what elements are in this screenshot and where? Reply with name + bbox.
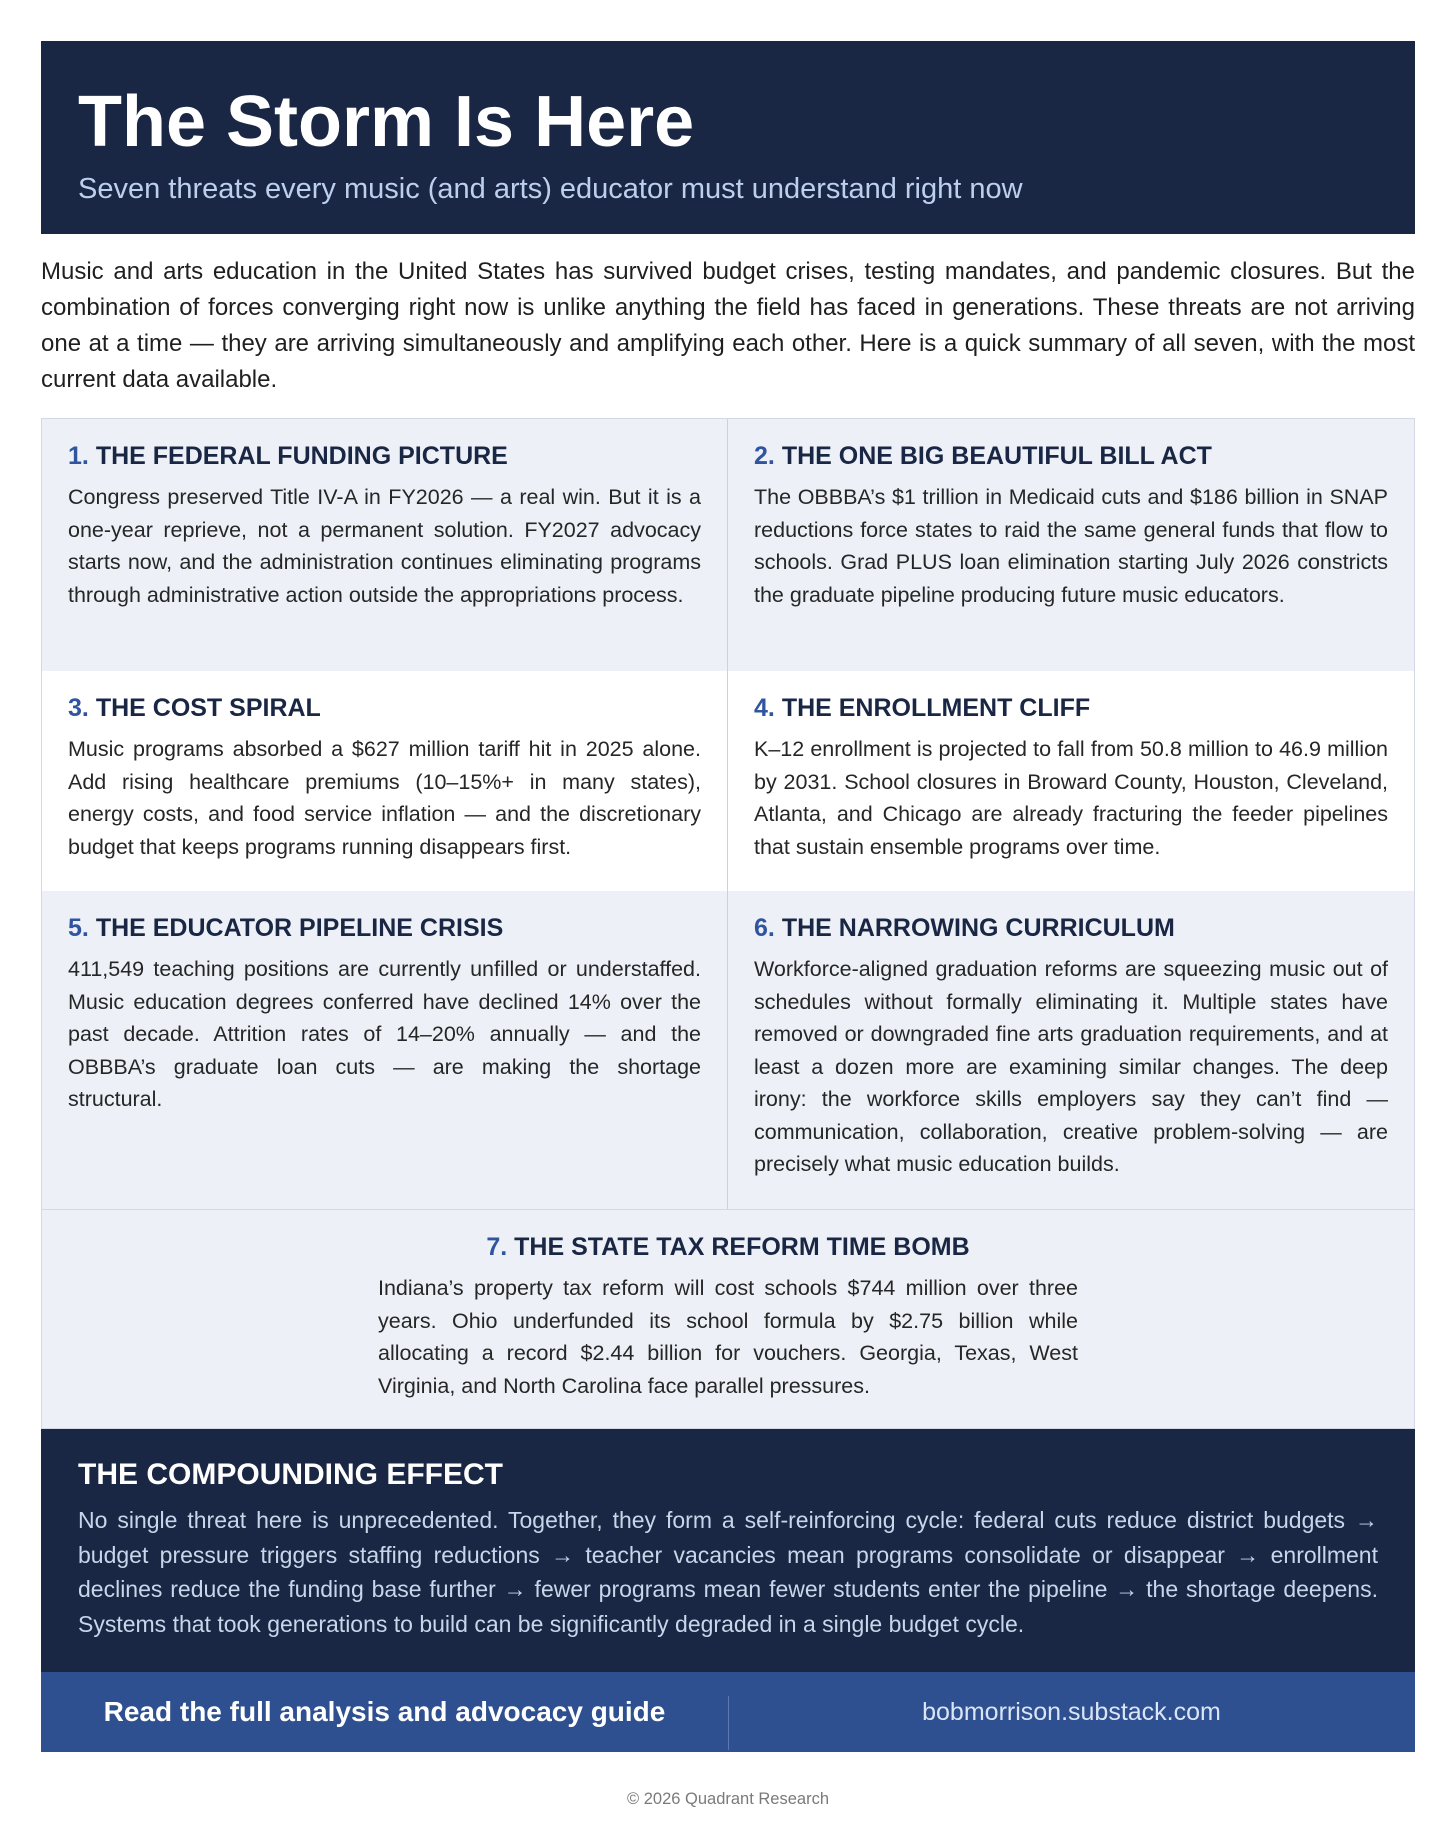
threat-heading: THE EDUCATOR PIPELINE CRISIS <box>95 914 504 942</box>
infographic-page <box>41 41 1415 1809</box>
threat-title <box>378 1232 1078 1262</box>
threat-title <box>68 913 701 943</box>
threat-heading: THE FEDERAL FUNDING PICTURE <box>95 442 508 470</box>
compounding-title: THE COMPOUNDING EFFECT <box>78 1458 503 1491</box>
cta-label[interactable]: Read the full analysis and advocacy guide <box>103 1696 666 1727</box>
threat-number: 5. <box>68 914 89 942</box>
threat-body: Workforce-aligned graduation reforms are squeezing music out of schedules without formally eliminating it. Multiple states have removed or downgraded fine arts graduation requirements, and at least a dozen more are examining similar changes. The deep irony: the workforce skills employers say they can’t find — communication, collaboration, creative problem-solving — are precisely what music education builds. <box>754 957 1388 1176</box>
threats-row-3 <box>42 891 1414 1209</box>
threat-card-7-inner <box>378 1232 1078 1402</box>
threat-body: K–12 enrollment is projected to fall from 50.8 million to 46.9 million by 2031. School closures in Broward County, Houston, Cleveland, Atlanta, and Chicago are already fracturing the feeder pipelines that sustain ensemble programs over time. <box>754 737 1388 859</box>
threat-heading: THE NARROWING CURRICULUM <box>781 914 1175 942</box>
threat-card-1 <box>42 419 728 671</box>
threat-number: 2. <box>754 442 775 470</box>
call-to-action-bar <box>41 1672 1415 1752</box>
threat-heading: THE ONE BIG BEAUTIFUL BILL ACT <box>781 442 1212 470</box>
threat-card-5 <box>42 891 728 1209</box>
threats-row-1 <box>42 419 1414 671</box>
threat-card-4 <box>728 671 1414 891</box>
page-subtitle: Seven threats every music (and arts) educator must understand right now <box>78 173 1023 205</box>
intro-paragraph: Music and arts education in the United States has survived budget crises, testing mandates, and pandemic closures. But the combination of forces converging right now is unlike anything the field has faced in generations. These threats are not arriving one at a time — they are arriving simultaneously and amplifying each other. Here is a quick summary of all seven, with the most current data available. <box>41 258 1415 393</box>
threat-heading: THE STATE TAX REFORM TIME BOMB <box>514 1233 970 1261</box>
compounding-body: No single threat here is unprecedented. Together, they form a self-reinforcing cycle: federal cuts reduce district budgets → budget pressure triggers staffing reductions → teacher vacancies mean programs consolidate or disappear → enrollment declines reduce the funding base further → fewer programs mean fewer students enter the pipeline → the shortage deepens. Systems that took generations to build can be significantly degraded in a single budget cycle. <box>78 1507 1378 1637</box>
threat-card-3 <box>42 671 728 891</box>
threat-title <box>68 441 701 471</box>
threat-title <box>68 693 701 723</box>
page-title: The Storm Is Here <box>78 82 695 162</box>
threats-row-2 <box>42 671 1414 891</box>
threat-title <box>754 441 1388 471</box>
compounding-effect-panel <box>41 1429 1415 1672</box>
threat-heading: THE COST SPIRAL <box>95 694 321 722</box>
threat-card-7 <box>42 1209 1414 1428</box>
threat-heading: THE ENROLLMENT CLIFF <box>781 694 1091 722</box>
threat-body: The OBBBA’s $1 trillion in Medicaid cuts and $186 billion in SNAP reductions force states to raid the same general funds that flow to schools. Grad PLUS loan elimination starting July 2026 constricts the graduate pipeline producing future music educators. <box>754 485 1388 607</box>
footer-copyright: © 2026 Quadrant Research <box>626 1790 830 1808</box>
threat-body: Congress preserved Title IV-A in FY2026 — a real win. But it is a one-year reprieve, not a permanent solution. FY2027 advocacy starts now, and the administration continues eliminating programs through administrative action outside the appropriations process. <box>68 485 701 607</box>
threat-card-6 <box>728 891 1414 1209</box>
threat-title <box>754 693 1388 723</box>
threat-body: Indiana’s property tax reform will cost schools $744 million over three years. Ohio underfunded its school formula by $2.75 billion while allocating a record $2.44 billion for vouchers. Georgia, Texas, West Virginia, and North Carolina face parallel pressures. <box>378 1276 1078 1398</box>
threat-number: 3. <box>68 694 89 722</box>
threat-number: 1. <box>68 442 89 470</box>
threat-body: Music programs absorbed a $627 million tariff hit in 2025 alone. Add rising healthcare premiums (10–15%+ in many states), energy costs, and food service inflation — and the discretionary budget that keeps programs running disappears first. <box>68 737 701 859</box>
threat-body: 411,549 teaching positions are currently unfilled or understaffed. Music education degrees conferred have declined 14% over the past decade. Attrition rates of 14–20% annually — and the OBBBA’s graduate loan cuts — are making the shortage structural. <box>68 957 701 1111</box>
threat-number: 7. <box>486 1233 508 1261</box>
threat-number: 6. <box>754 914 775 942</box>
header-banner <box>41 41 1415 234</box>
threats-grid <box>41 418 1415 1429</box>
threat-number: 4. <box>754 694 775 722</box>
threat-title <box>754 913 1388 943</box>
cta-divider <box>728 1696 729 1750</box>
cta-url-link[interactable]: bobmorrison.substack.com <box>922 1697 1221 1726</box>
threat-card-2 <box>728 419 1414 671</box>
